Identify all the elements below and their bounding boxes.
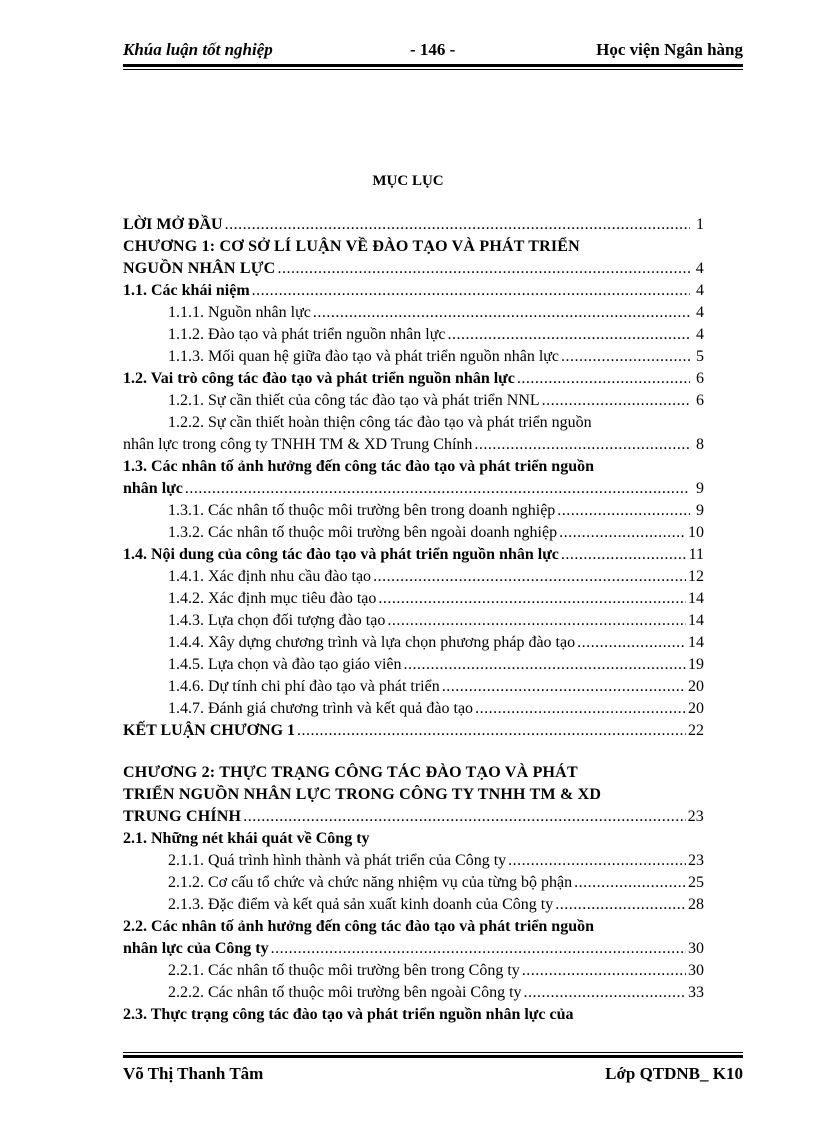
toc-entry-text: CHƯƠNG 2: THỰC TRẠNG CÔNG TÁC ĐÀO TẠO VÀ PHÁT [123,764,578,781]
toc-entry-text: TRUNG CHÍNH [123,808,242,825]
toc-leader-dots [474,434,690,456]
toc-leader-dots [559,522,686,544]
toc-entry-text: nhân lực trong công ty TNHH TM & XD Trung Chính [123,436,473,453]
toc-entry-page: 11 [688,546,704,563]
toc-leader-dots [448,324,691,346]
toc-entry-text: 1.4.4. Xây dựng chương trình và lựa chọn phương pháp đào tạo [168,634,576,651]
toc-entry-text: 2.1. Những nét khái quát về Công ty [123,830,370,847]
toc-entry-text: 2.2.1. Các nhân tố thuộc môi trường bên trong Công ty [168,962,520,979]
toc-entry-text: 2.2. Các nhân tố ảnh hưởng đến công tác đào tạo và phát triển nguồn [123,918,594,935]
toc-entry-page: 30 [688,940,704,957]
toc-entry [123,522,704,544]
toc-entry-page: 4 [696,304,704,321]
toc-entry [123,236,704,258]
toc-entry [123,280,704,302]
footer-rule-thin [123,1052,743,1053]
toc-entry-text: 1.4.3. Lựa chọn đối tượng đào tạo [168,612,386,629]
toc-entry-text: TRIỂN NGUỒN NHÂN LỰC TRONG CÔNG TY TNHH TM & XD [123,786,602,803]
toc-entry [123,258,704,280]
toc-entry-page: 14 [688,634,704,651]
toc-leader-dots [277,258,690,280]
toc-entry-page: 9 [696,502,704,519]
toc-entry-text: 1.4.5. Lựa chọn và đào tạo giáo viên [168,656,402,673]
toc-entry-text: 1.4.7. Đánh giá chương trình và kết quả đào tạo [168,700,474,717]
toc-entry [123,346,704,368]
toc-entry-page: 14 [688,612,704,629]
page-footer [123,1064,743,1090]
toc-entry [123,806,704,828]
toc-entry-page: 12 [688,568,704,585]
toc-entry-page: 20 [688,700,704,717]
toc-entry-text: 1.2.2. Sự cần thiết hoàn thiện công tác đào tạo và phát triển nguồn [168,414,592,431]
header-right: Học viện Ngân hàng [596,40,743,59]
toc-entry [123,916,704,938]
toc-entry [123,632,704,654]
toc-entry-page: 8 [696,436,704,453]
toc-entry [123,828,704,850]
toc-title: MỤC LỤC [372,173,444,189]
toc-entry-page: 9 [696,480,704,497]
toc-entry [123,390,704,412]
toc-leader-dots [373,566,686,588]
toc-entry [123,698,704,720]
toc-entry-page: 4 [696,282,704,299]
toc-leader-dots [404,654,687,676]
footer-author: Võ Thị Thanh Tâm [123,1064,264,1083]
toc-entry-page: 6 [696,392,704,409]
toc-entry-page: 5 [696,348,704,365]
toc-entry-text: 1.4.1. Xác định nhu cầu đào tạo [168,568,372,585]
toc-entry-page: 22 [688,722,704,739]
toc-leader-dots [313,302,690,324]
toc-entry [123,456,704,478]
toc-entry [123,982,704,1004]
header-rule-thin [123,69,743,70]
toc-leader-dots [517,368,690,390]
toc-entry-page: 14 [688,590,704,607]
toc-entry-page: 10 [688,524,704,541]
toc-gap [123,742,704,762]
toc-leader-dots [243,806,685,828]
toc-entry [123,610,704,632]
footer-class: Lớp QTDNB_ K10 [605,1064,743,1083]
toc-leader-dots [577,632,686,654]
toc-entry [123,720,704,742]
toc-entry-text: nhân lực [123,480,183,497]
toc-entry-text: 1.1.1. Nguồn nhân lực [168,304,311,321]
page-number: - 146 - [410,40,456,59]
toc-entry-text: NGUỒN NHÂN LỰC [123,260,276,277]
toc-entry [123,478,704,500]
toc-leader-dots [252,280,690,302]
toc-entry [123,1004,704,1026]
toc-entry-text: KẾT LUẬN CHƯƠNG 1 [123,722,296,739]
toc-entry-text: 1.1.2. Đào tạo và phát triển nguồn nhân lực [168,326,446,343]
footer-rule-thick [123,1055,743,1058]
toc-entry-text: 2.1.1. Quá trình hình thành và phát triển của Công ty [168,852,507,869]
toc-entry-text: 1.4.6. Dự tính chi phí đào tạo và phát triển [168,678,440,695]
toc-entry [123,434,704,456]
toc-entry [123,214,704,236]
toc-leader-dots [557,500,690,522]
toc-entry-page: 4 [696,326,704,343]
toc-entry-text: nhân lực của Công ty [123,940,269,957]
toc-leader-dots [185,478,690,500]
toc-leader-dots [524,982,686,1004]
toc-entry-text: 1.4.2. Xác định mục tiêu đào tạo [168,590,377,607]
toc-leader-dots [542,390,690,412]
toc-entry-text: 2.1.2. Cơ cấu tổ chức và chức năng nhiệm vụ của từng bộ phận [168,874,573,891]
toc-entry-text: 1.3.1. Các nhân tố thuộc môi trường bên trong doanh nghiệp [168,502,556,519]
toc-entry-text: 2.2.2. Các nhân tố thuộc môi trường bên ngoài Công ty [168,984,522,1001]
header-rule-thick [123,64,743,67]
toc-entry [123,960,704,982]
toc-entry [123,654,704,676]
toc-entry [123,500,704,522]
toc-entry [123,566,704,588]
toc-entry-page: 4 [695,260,704,277]
toc-entry-text: 1.2.1. Sự cần thiết của công tác đào tạo và phát triển NNL [168,392,540,409]
toc-entry [123,368,704,390]
toc-entry [123,850,704,872]
toc-entry-page: 25 [688,874,704,891]
toc-entry-page: 23 [688,852,704,869]
toc-entry-text: 1.3. Các nhân tố ảnh hưởng đến công tác đào tạo và phát triển nguồn [123,458,594,475]
toc-entry [123,676,704,698]
toc-entry-text: 1.1.3. Mối quan hệ giữa đào tạo và phát triển nguồn nhân lực [168,348,560,365]
toc-entry [123,762,704,784]
toc-entry [123,544,704,566]
toc-leader-dots [297,720,686,742]
toc-entry-text: 1.1. Các khái niệm [123,282,250,299]
toc-entry-page: 23 [687,808,704,825]
page-header [123,38,743,64]
toc-entry [123,302,704,324]
toc-leader-dots [522,960,686,982]
table-of-contents [123,214,704,1026]
toc-leader-dots [225,214,690,236]
toc-entry [123,412,704,434]
toc-leader-dots [475,698,686,720]
toc-leader-dots [387,610,686,632]
toc-entry-text: 2.1.3. Đặc điểm và kết quả sản xuất kinh doanh của Công ty [168,896,554,913]
toc-entry-page: 30 [688,962,704,979]
toc-leader-dots [508,850,686,872]
toc-leader-dots [271,938,686,960]
toc-entry-page: 19 [688,656,704,673]
toc-entry [123,784,704,806]
toc-entry-page: 1 [696,216,704,233]
toc-entry [123,324,704,346]
toc-entry-page: 20 [688,678,704,695]
toc-entry-page: 28 [688,896,704,913]
toc-leader-dots [561,544,687,566]
toc-entry [123,938,704,960]
toc-entry-text: 1.3.2. Các nhân tố thuộc môi trường bên ngoài doanh nghiệp [168,524,558,541]
toc-entry-text: 1.4. Nội dung của công tác đào tạo và phát triển nguồn nhân lực [123,546,559,563]
header-left: Khúa luận tốt nghiệp [123,40,273,59]
toc-leader-dots [561,346,690,368]
toc-entry-text: 1.2. Vai trò công tác đào tạo và phát triển nguồn nhân lực [123,370,515,387]
toc-entry-text: LỜI MỞ ĐẦU [123,216,223,233]
toc-entry [123,894,704,916]
toc-entry-page: 33 [688,984,704,1001]
toc-leader-dots [378,588,686,610]
toc-entry [123,588,704,610]
toc-entry [123,872,704,894]
toc-leader-dots [574,872,686,894]
toc-entry-text: 2.3. Thực trạng công tác đào tạo và phát triển nguồn nhân lực của [123,1006,574,1023]
toc-entry-text: CHƯƠNG 1: CƠ SỞ LÍ LUẬN VỀ ĐÀO TẠO VÀ PHÁT TRIỂN [123,238,580,255]
toc-leader-dots [555,894,686,916]
toc-entry-page: 6 [696,370,704,387]
toc-leader-dots [442,676,686,698]
